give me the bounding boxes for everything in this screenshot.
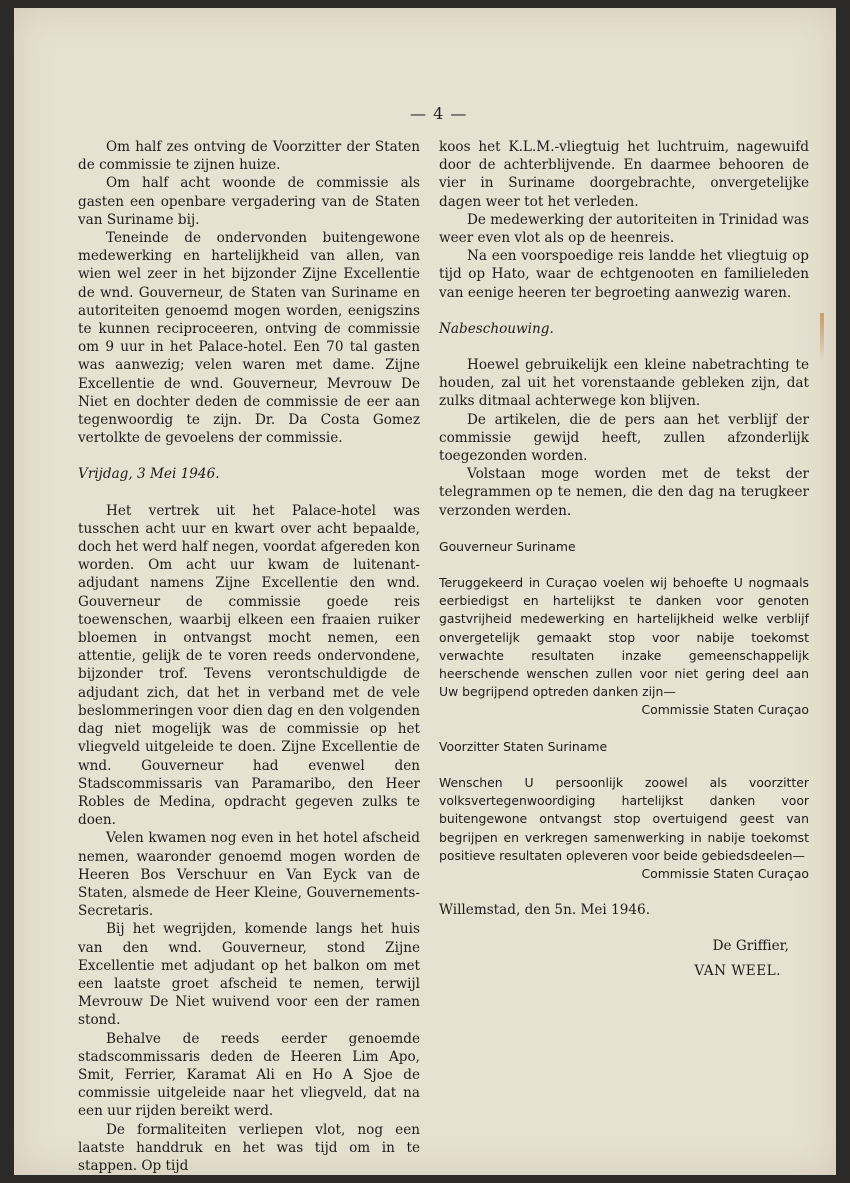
- paragraph: Hoewel gebruikelijk een kleine nabetrachting te houden, zal uit het vorenstaande gebleken zijn, dat zulks ditmaal achterwege kon blijven.: [439, 357, 809, 410]
- telegram-text: Teruggekeerd in Curaçao voelen wij behoefte U nogmaals eerbiedigst en hartelijkst te danken voor genoten gastvrijheid medewerking en hartelijkheid welke verblijf onvergetelijk gemaakt stop voor nabije toekomst verwachte resultaten inzake gemeenschappelijk heerschende wenschen zullen voor niet gering deel aan Uw begrijpend optreden danken zijn—: [439, 575, 809, 700]
- signature-name: VAN WEEL.: [694, 962, 781, 979]
- telegram-sender: Commissie Staten Curaçao: [641, 865, 809, 881]
- paragraph: Na een voorspoedige reis landde het vliegtuig op tijd op Hato, waar de echtgenooten en familieleden van eenige heeren ter begroeting aanwezig waren.: [439, 248, 809, 301]
- left-column: [78, 138, 420, 1175]
- paragraph: Teneinde de ondervonden buitengewone medewerking en hartelijkheid van allen, van wien wel zeer in het bijzonder Zijne Excellentie de wnd. Gouverneur, de Staten van Suriname en autoriteiten genoemd mogen worden, eenigszins te kunnen reciproceeren, ontving de commissie om 9 uur in het Palace-hotel. Een 70 tal gasten was aanwezig; velen waren met dame. Zijne Excellentie de wnd. Gouverneur, Mevrouw De Niet en dochter deden de commissie de eer aan tegenwoordig te zijn. Dr. Da Costa Gomez vertolkte de gevoelens der commissie.: [78, 230, 420, 447]
- paragraph: Bij het wegrijden, komende langs het huis van den wnd. Gouverneur, stond Zijne Excellentie met adjudant op het balkon om met een laatste groet afscheid te nemen, terwijl Mevrouw De Niet wuivend voor een der ramen stond.: [78, 921, 420, 1029]
- telegram-text: Wenschen U persoonlijk zoowel als voorzitter volksvertegenwoordiging hartelijkst danken voor buitengewone ontvangst stop overtuigend geest van begrijpen en verkregen samenwerking in nabije toekomst positieve resultaten opleveren voor beide gebiedsdeelen—: [439, 774, 809, 863]
- paragraph: Velen kwamen nog even in het hotel afscheid nemen, waaronder genoemd mogen worden de Heeren Bos Verschuur en Van Eyck van de Staten, alsmede de Heer Kleine, Gouvernements-Secretaris.: [78, 830, 420, 920]
- paragraph: Om half zes ontving de Voorzitter der Staten de commissie te zijnen huize.: [78, 139, 420, 174]
- paragraph: koos het K.L.M.-vliegtuig het luchtruim, nagewuifd door de achterblijvende. En daarmee behooren de vier in Suriname doorgebrachte, onvergetelijke dagen weer tot het verleden.: [439, 139, 809, 210]
- margin-stain: [820, 313, 824, 361]
- paragraph: De medewerking der autoriteiten in Trinidad was weer even vlot als op de heenreis.: [439, 211, 809, 247]
- telegram-sender: Commissie Staten Curaçao: [641, 702, 809, 718]
- place-date: Willemstad, den 5n. Mei 1946.: [439, 902, 651, 919]
- right-column: [439, 138, 809, 980]
- section-heading-date: Vrijdag, 3 Mei 1946.: [78, 466, 220, 483]
- closing-title: De Griffier,: [712, 938, 789, 955]
- paragraph: De artikelen, die de pers aan het verblijf der commissie gewijd heeft, zullen afzonderlijk toegezonden worden.: [439, 411, 809, 465]
- telegram-addressee: Gouverneur Suriname: [439, 538, 576, 554]
- page-number: — 4 —: [410, 104, 468, 123]
- document-page: [14, 8, 836, 1175]
- paragraph: Behalve de reeds eerder genoemde stadscommissaris deden de Heeren Lim Apo, Smit, Ferrier, Karamat Ali en Ho A Sjoe de commissie uitgeleide naar het vliegveld, dat na een uur rijden bereikt werd.: [78, 1030, 420, 1120]
- paragraph: Volstaan moge worden met de tekst der telegrammen op te nemen, die den dag na terugkeer verzonden werden.: [439, 466, 809, 519]
- telegram-addressee: Voorzitter Staten Suriname: [439, 738, 608, 754]
- paragraph: De formaliteiten verliepen vlot, nog een laatste handdruk en het was tijd om in te stappen. Op tijd: [78, 1121, 420, 1174]
- paragraph: Om half acht woonde de commissie als gasten een openbare vergadering van de Staten van Suriname bij.: [78, 175, 420, 228]
- section-heading-nabeschouwing: Nabeschouwing.: [439, 320, 554, 337]
- paragraph: Het vertrek uit het Palace-hotel was tusschen acht uur en kwart over acht bepaalde, doch het werd half negen, voordat afgereden kon worden. Om acht uur kwam de luitenant-adjudant namens Zijne Excellentie den wnd. Gouverneur de commissie goede reis toewenschen, waarbij elkeen een fraaien ruiker bloemen in ontvangst mocht nemen, een attentie, gelijk de te voren reeds ondervondene, bijzonder trof. Tevens verontschuldigde de adjudant zich, dat het in verband met de vele beslommeringen voor dien dag en den volgenden dag niet mogelijk was de commissie op het vliegveld uitgeleide te doen. Zijne Excellentie de wnd. Gouverneur had evenwel den Stadscommissaris van Paramaribo, den Heer Robles de Medina, opdracht gegeven zulks te doen.: [78, 502, 420, 829]
